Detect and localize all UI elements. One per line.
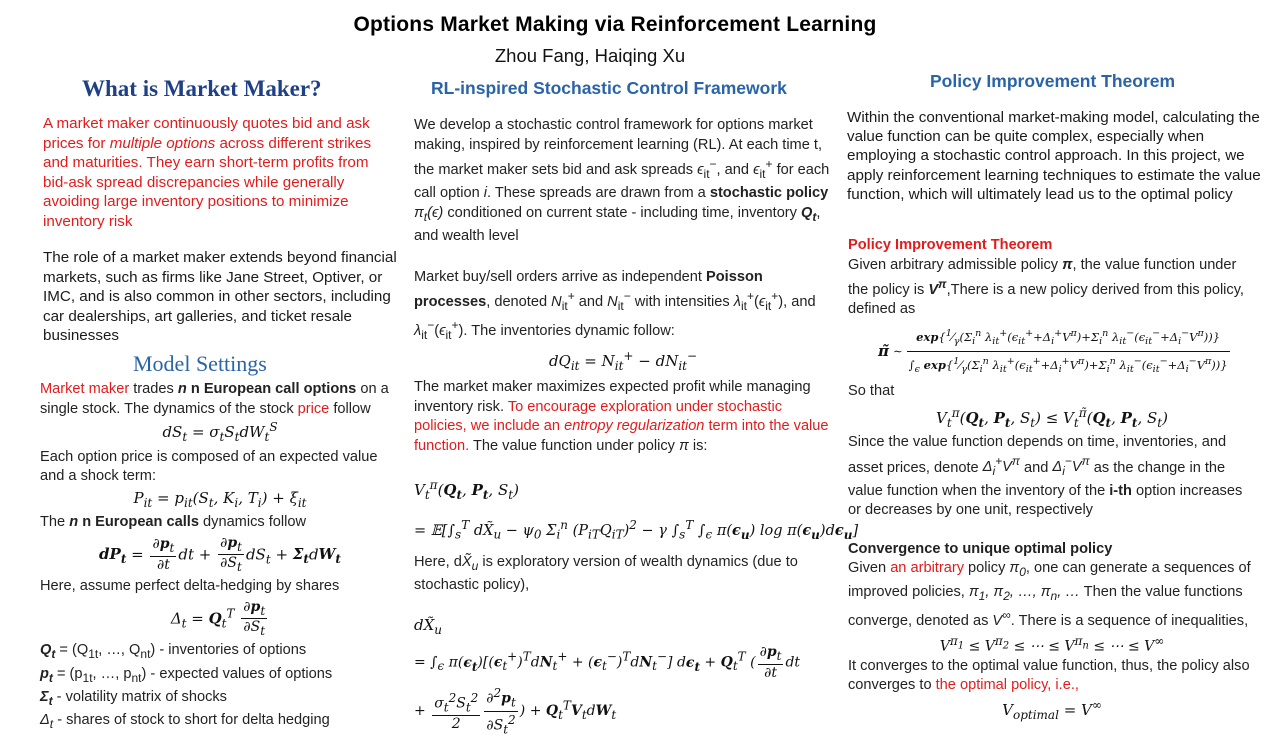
market-maker-role-paragraph: The role of a market maker extends beyond financial markets, such as firms like Jane Street, Optiver, or IMC, and is also common in other sectors, including car dealerships, art galleries, and ticket resale businesses xyxy=(43,249,397,344)
def-expected-values: $p_t = (p_{1t}$, …, $p_{nt}$) - expected values of options xyxy=(40,665,333,685)
value-function-rhs: = $𝔼[\int_s^T$ $dX̃_u - \psi_0$ $\Sigma_i^n$ $(P_{iT}Q_{iT})^2 - \gamma$ $\int_s^T$ $\int_\epsilon$ $\pi(\epsilon_u)$ $\log \pi(\epsilon_u)d\epsilon_u$] xyxy=(414,517,859,542)
convergence-paragraph: Given an arbitrary policy $\pi_0$, one can generate a sequences of improved policies, $\pi_1$, $\pi_2$, …, $\pi_n$, … Then the value functions converge, denoted as V∞. There is a sequence of inequalities, xyxy=(848,560,1251,630)
value-function-lhs: $V_t^\pi(Q_t$, $P_t$, $S_t$) xyxy=(414,478,519,503)
improved-policy-equation: π̃ ∼ $\exp\{^1⁄_\gamma(\Sigma_i^n$ $\lambda_{it}^+(\epsilon_{it}^++\Delta_i^+V^\pi)+\Sigma_i^n$ $\lambda_{it}^-(\epsilon_{it}^-+\Delta_i^-V^\pi)$)} $\int_\epsilon$ $\exp\{^1⁄_\gamma(\Sigma_i^n$ $\lambda_{it}^+(\epsilon_{it}^++\Delta_i^+V^\pi)+\Sigma_i^n$ $\lambda_{it}^-(\epsilon_{it}^-+\Delta_i^-V^\pi)$)} xyxy=(848,324,1256,380)
so-that-text: So that xyxy=(848,383,895,400)
since-paragraph: Since the value function depends on time, inventories, and asset prices, denote $\Delta_i^+V^\pi$ and $\Delta_i^-V^\pi$ as the change in the value function when the inventory of the i-th option increases or decreases by one unit, respectively xyxy=(848,434,1243,519)
rl-framework-heading: RL-inspired Stochastic Control Framework xyxy=(431,78,787,98)
model-settings-intro: Market maker trades n n European call options on a single stock. The dynamics of the stock price follow xyxy=(40,381,389,417)
optimal-policy-paragraph: It converges to the optimal value function, thus, the policy also converges to the optimal policy, i.e., xyxy=(848,657,1250,694)
poster-title: Options Market Making via Reinforcement Learning xyxy=(353,13,877,36)
optimal-value-equation: $V_{optimal} = V^\infty$ xyxy=(1002,697,1102,722)
inventory-dynamics-equation: $dQ_{it} = N_{it}^+ - dN_{it}^-$ xyxy=(548,348,698,373)
value-inequality-equation: $V_t^\pi(Q_t$, $P_t$, $S_t) \le V_t^{\pĩ}(Q_t$, $P_t$, $S_t$) xyxy=(936,405,1168,430)
wealth-dynamics-rhs-2: + $\frac{\sigma_t^2S_t^2}{2}$ $\frac{\partial^2p_t}{\partial S_t^2}$ ) + $Q_t^TV_tdW_t$ xyxy=(414,686,617,737)
wealth-dynamics-rhs-1: = $\int_\epsilon$ $\pi(\epsilon_t)[(\epsilon_t^+)^TdN_t^+ + (\epsilon_t^-)^TdN_t^-] d\epsilon_t + Q_t^T$ ( $\frac{\partial p_t}{\partial t}$ dt xyxy=(414,644,801,682)
delta-equation: $\Delta_t = Q_t^T$ $\frac{\partial p_t}{\partial S_t}$ xyxy=(170,598,266,639)
policy-improvement-heading: Policy Improvement Theorem xyxy=(930,71,1176,91)
pit-title: Policy Improvement Theorem xyxy=(848,237,1053,253)
model-settings-block xyxy=(40,380,400,735)
framework-paragraph: We develop a stochastic control framework for options market making, inspired by reinforcement learning (RL). At each time t, the market maker sets bid and ask spreads $\epsilon_{it}^-$, and $\epsilon_{it}^+$ for each call option i. These spreads are drawn from a stochastic policy $\pi_t(\epsilon)$ conditioned on current state - including time, inventory $Q_t$, and wealth level xyxy=(414,117,830,245)
def-inventories: $Q_t = (Q_{1t}$, …, $Q_{nt}$) - inventories of options xyxy=(40,642,307,662)
exploratory-wealth-text: Here, $dX̃_u$ is exploratory version of wealth dynamics (due to stochastic policy), xyxy=(414,553,798,594)
delta-hedging-text: Here, assume perfect delta-hedging by shares xyxy=(40,578,340,595)
authors: Zhou Fang, Haiqing Xu xyxy=(494,45,686,66)
policy-intro-paragraph: Within the conventional market-making model, calculating the value function can be quite complex, especially when employing a stochastic control approach. In this project, we apply reinforcement learning techniques to estimate the value function, which will ultimately lead us to the optimal policy xyxy=(847,109,1261,203)
objective-paragraph: The market maker maximizes expected profit while managing inventory risk. To encourage exploration under stochastic policies, we include an entropy regularization term into the value function. The value function under policy π is: xyxy=(414,379,829,454)
rl-framework-block xyxy=(414,116,859,737)
option-price-equation: $P_{it} = p_{it}(S_t$, $K_i$, $T_i) + \xi_{it}$ xyxy=(133,488,307,510)
pit-statement: Given arbitrary admissible policy π, the value function under the policy is $V^\pi,There$ is a new policy derived from this policy, defined as xyxy=(848,256,1244,318)
stock-dynamics-equation: $dS_t = \sigma_tS_tdW_t^S$ xyxy=(162,420,278,444)
market-maker-description: A market maker continuously quotes bid and ask prices for multiple options across different strikes and maturities. They earn short-term profits from bid-ask spread discrepancies while generally avoiding large inventory positions to minimize inventory risk xyxy=(43,115,372,230)
calls-dynamics-text: The n n European calls dynamics follow xyxy=(40,514,307,530)
poisson-paragraph: Market buy/sell orders arrive as independent Poisson processes, denoted $N_{it}^+$ and $N_{it}^-$ with intensities $\lambda_{it}^+(\epsilon_{it}^+)$, and $\lambda_{it}^-(\epsilon_{it}^+)$. The inventories dynamic follow: xyxy=(414,268,816,343)
policy-improvement-block xyxy=(848,236,1256,725)
def-volatility: $\Sigma_t$ - volatility matrix of shocks xyxy=(40,689,227,708)
model-settings-heading: Model Settings xyxy=(133,351,267,376)
def-delta: $\Delta_t$ - shares of stock to short for delta hedging xyxy=(40,712,330,732)
calls-dynamics-equation: $dP_t$ = $\frac{\partial p_t}{\partial t}$ dt + $\frac{\partial p_t}{\partial S_t}$ $dS_t + \Sigma_tdW_t$ xyxy=(99,534,341,575)
option-price-text: Each option price is composed of an expected value and a shock term: xyxy=(40,448,378,484)
convergence-inequality: $V^{\pi_1} \le V^{\pi_2}$ ≤ ⋯ ≤ $V^{\pi_n}$ ≤ ⋯ ≤ V∞ xyxy=(939,633,1165,655)
what-is-market-maker-heading: What is Market Maker? xyxy=(82,76,322,101)
convergence-title: Convergence to unique optimal policy xyxy=(848,540,1113,557)
wealth-dynamics-lhs: $dX̃_u$ xyxy=(414,615,443,637)
